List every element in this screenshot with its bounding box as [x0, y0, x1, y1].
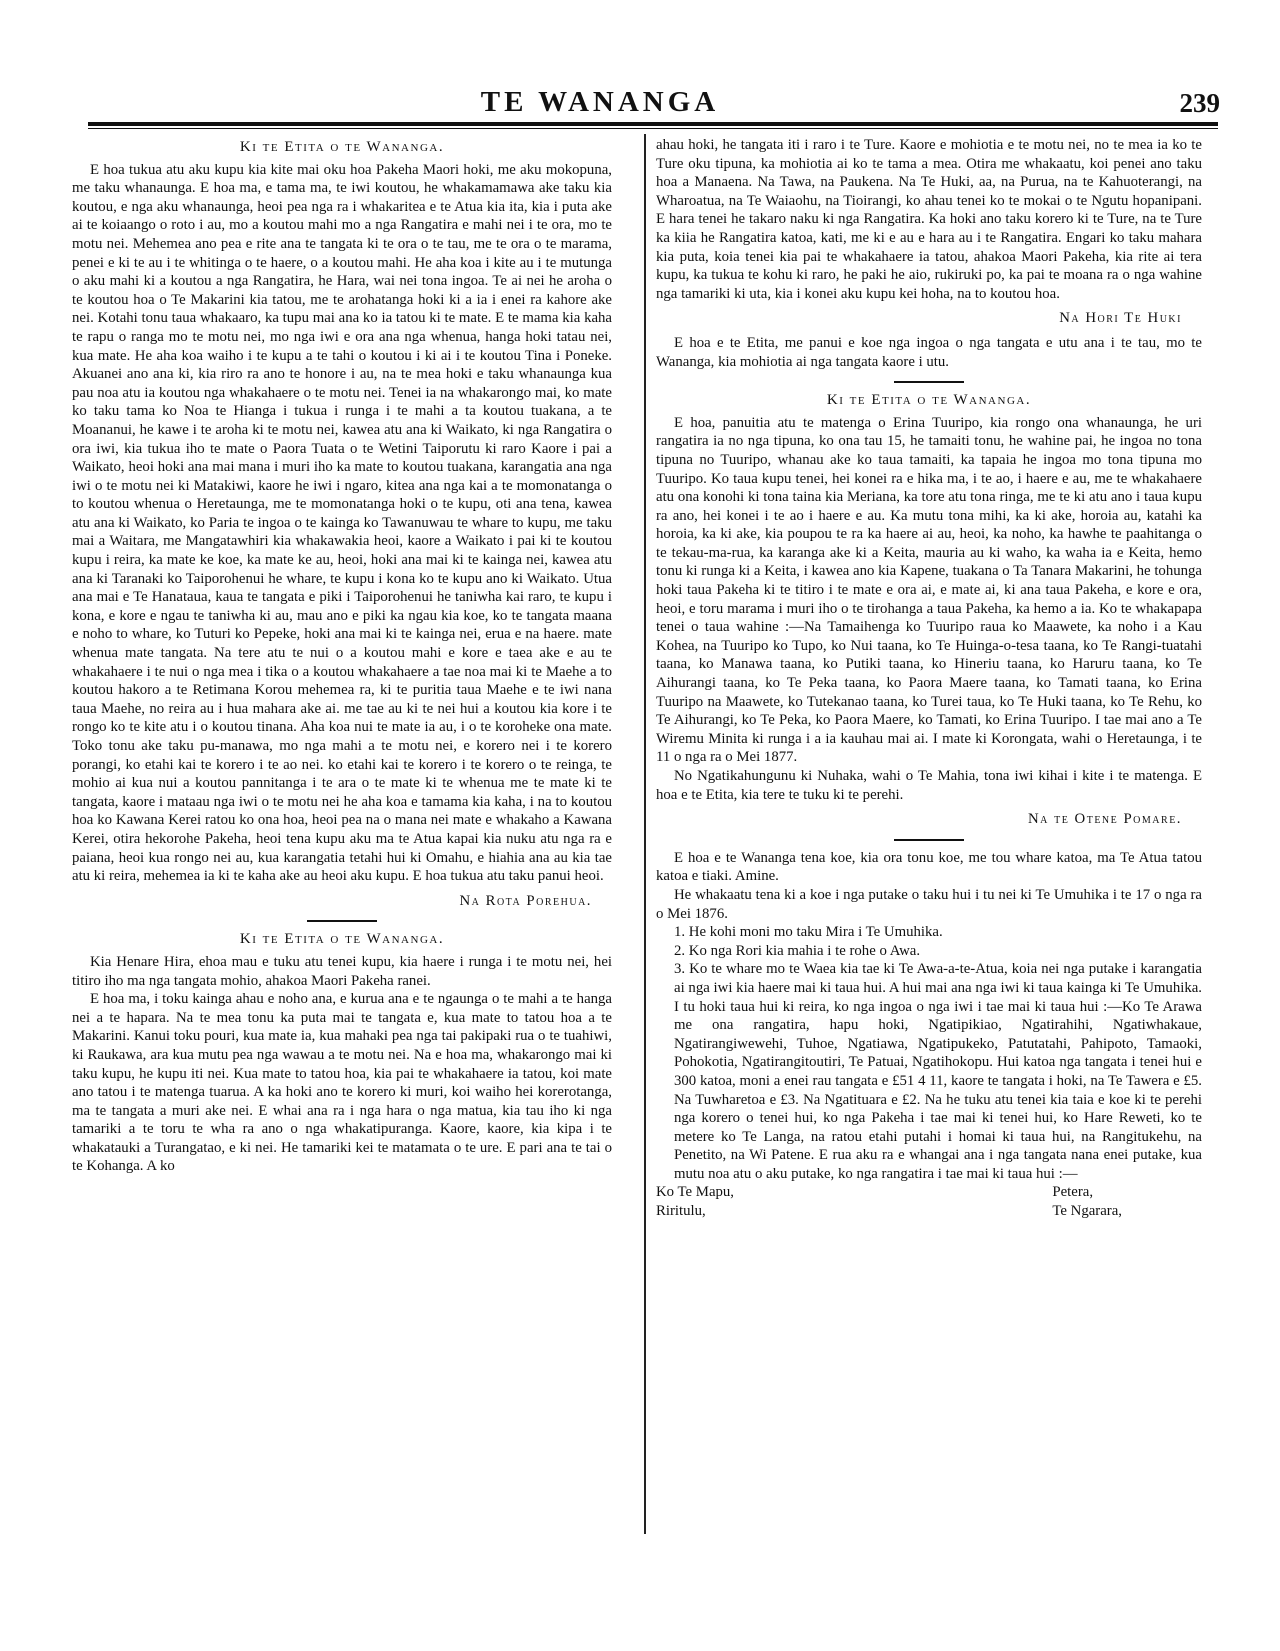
- section-divider: [894, 839, 964, 841]
- section-divider: [894, 381, 964, 383]
- letter-signature: Na Rota Porehua.: [459, 892, 592, 909]
- letter-paragraph: E hoa e te Wananga tena koe, kia ora tonu koe, me tou whare katoa, ma Te Atua tatou katoa e tiaki. Amine.: [656, 849, 1202, 885]
- agenda-list: [656, 923, 1202, 1183]
- masthead: TE WANANGA: [480, 86, 720, 118]
- letter-paragraph: He whakaatu tena ki a koe i nga putake o taku hui i tu nei ki Te Umuhika i te 17 o nga ra o Mei 1876.: [656, 886, 1202, 922]
- signatory-name: Riritulu,: [656, 1203, 706, 1220]
- page-number: 239: [1179, 88, 1220, 118]
- letter-heading: Ki te Etita o te Wananga.: [239, 931, 445, 948]
- letter-signature: Na Hori Te Huki: [1059, 310, 1182, 327]
- column-divider: [644, 134, 646, 1534]
- signatory-name: Ko Te Mapu,: [656, 1184, 735, 1201]
- list-item: 1. He kohi moni mo taku Mira i Te Umuhika.: [674, 924, 943, 941]
- letter-body: E hoa tukua atu aku kupu kia kite mai oku hoa Pakeha Maori hoki, me aku mokopuna, me taku whanaunga. E hoa ma, e tama ma, te iwi koutou, he whakamamawa ake taku kia koutou, e nga aku whanaunga, heoi pea nga ra i whakaritea e te Atua kia ita, kia i puta ake ai te koiaango o roto i au, mo a koutou mahi mo a nga Rangatira e mahi nei i te ora, mo te motu nei. Mehemea ano pea e rite ana te tangata ki te ora o te tau, me te ora o te marama, penei e ki te au i te whitinga o te haere, o a koutou mahi. He aha koa i kite au i te mutunga o aku mahi ki a koutou a nga Rangatira, he Hara, wai nei tona ingoa. Te ai nei he aroha o te koutou hoa o Te Makarini kia tatou, me te arohatanga hoki ki a ia i enei ra kahore ake nei. Kotahi tonu taua whakaaro, ka tupu mai ana ko ia tatou ki te mate. E te mama kia kaha te rapu o ranga mo te motu nei, mo nga iwi e ora ana nga whenua, hanga hoki tatau nei, kua mate. He aha koa waiho i te kupu a te tahi o koutou i ki ai i te koutou Tina i Poneke. Akuanei ano ana ki, kia riro ra ano te honore i au, na te mea hoki e taku whanaunga kua pau noa atu ia koutou nga whakahaere o te motu nei. Tenei ia na whakarongo mai, ko mate ko taku tama ko Noa te Hianga i tukua i runga i te mahi a ta koutou tuakana, a te Moananui, he kawe i te aroha ki te motu nei, kawea atu ana ki Waikato, ki nga Rangatira o ora iwi, kia tukua iho te mate o Paora Tuata o te Wetini Taiporutu ki raro Kaore i pai a Waikato, heoi hoki ana mai mana i muri iho ka mate to koutou tuakana, karangatia ana nga iwi o te motu nei ki Matakiwi, kaore he iwi i ngaro, kitea ana nga kai a te momonatanga o to koutou whenua o Heretaunga, me te momonatanga hoki o te kupu, oti ana tena, kawea atu ana ki Waikato, ko Paria te ingoa o te kainga ko Tawanuwau te whare to kupu, me taku mai a Waitara, me Mangatawhiri kia whakawakia heoi, kaore a Waikato i pai ki te koutou kupu i reira, ka mate ke koe, ka mate ke au, heoi, hoki ana mai ki te kainga nei, kawea atu ana ki Taranaki ko Taiporohenui he whare, te kupu i kona ko te kupu ano ki Waikato. Utua ana mai e Te Hanataua, kaua te tangata e piki i Taiporohenui he taniwha kai raro, te kupu i kona, e kore e ngau te taniwha ki au, mau ano e piki ka ngau kia koe, ko te tangata maana e noho to whare, ko Tuturi ko Pepeke, hoki ana mai ki te kainga nei, erua e na haere. mate whenua mate tangata. Na tere atu te nui o a koutou mahi e kore e taea ake e au te whakahaere i te nui o nga mea i tika o a koutou whakahaere a tae noa mai ki te Maehe a to koutou hakoro a te Retimana Korou mehemea ra, ki te puritia taua Maehe e te iwi nana taua Maehe, no reira au i hua mahara ake ai. me tae au ki te nei hui a koutou kia kore i te rongo ko te kite atu i o koutou tinana. Aha koa nui te mate ia au, i o te koroheke ona mate. Toko tonu ake taku pu-manawa, mo nga mahi a te motu nei, e korero nei i te korero porangi, ko etahi kai te korero i te ao nei. ko etahi kai te korero i te korero o te reinga, te mohio ai kua nui a koutou pannitanga i te ara o te mate ki te whenua me te mate ki te tangata, kaore i mataau nga iwi o te motu nei he aha koa e tamama kia kaha, i na to koutou hoa ko Kawana Kerei ratou ko ona hoa, heoi pea na o mana nei mate e whakaho a Kawana Kerei, otira hekorohe Pakeha, heoi tena kupu aku ma te Atua kapai kia nuku atu nga ra e paiana, heoi kua rongo nei au, kua karangatia tetahi hui ki Omahu, e hiahia ana au kia tae atu ki reira, mehemea ia ki te kaha ake au heoi aku kupu. E hoa tukua atu taku panui heoi.: [72, 161, 612, 885]
- letter-heading: Ki te Etita o te Wananga.: [239, 139, 445, 155]
- letter-paragraph: E hoa, panuitia atu te matenga o Erina Tuuripo, kia rongo ona whanaunga, he uri rangatira ia no nga tipuna, ko ona tau 15, he tamaiti tonu, he wahine pai, he ingoa no tona tipuna no Tuuripo, whanau ake ko taua tamaiti, ka tapaia he ingoa mo tona tipuna mo Tuuripo. Ko taua kupu tenei, hei konei ra e hika ma, i te ao, i haere e au, me te whakahaere atu ona konohi ki tona taina kia Meriana, ka tore atu tona ringa, me te ki atu ano i taua kupu ra ano, hei konei i te ao i haere e au. Ka mutu tona mihi, ka ki ake, horoia au, katahi ka horoia, ka ki ake, kia poupou te ra ka haere ai au, heoi, ka noho, ka hawhe te paahitanga o te tekau-ma-rua, ka karanga ake ki a Keita, mauria au ki waho, ka waha ia e Keita, hemo tonu ki runga ki a Keita, i kawea ano kia Kapene, tuakana o Ta Tanara Makarini, he tohunga hoki taua Pakeha ki te titiro i te mate e ora ai, e mate ai, ki ana taua Pakeha, e kore e ora, heoi, e toru marama i muri iho o te tirohanga a taua Pakeha, ka hemo a ia. Ko te whakapapa tenei o taua wahine :—Na Tamaihenga ko Tuuripo raua ko Maawete, ka noho i a Kau Kohea, na Tuuripo ko Tupo, ko Nui taana, ko Te Huinga-o-tesa taana, ko Te Rangi-tuatahi taana, ko Manawa taana, ko Putiki taana, ko Hineriu taana, ko Haruru taana, ko Te Aihurangi taana, ko Te Peka taana, ko Paora Maere taana, ko Tamati taana, ko Erina Tuuripo na Maawete, ko Tutekanao taana, ko Turei taua, ko Te Huki taana, ko Te Rehu, ko Te Aihurangi, ko Te Peka, ko Paora Maere, ko Tamati, ko Erina Tuuripo. I tae mai ano a Te Wiremu Minita ki runga i a ia kauhau mai ai. I mate ki Korongata, wahi o Heretaunga, i te 11 o nga ra o Mei 1877.: [656, 414, 1202, 766]
- list-item: 3. Ko te whare mo te Waea kia tae ki Te Awa-a-te-Atua, koia nei nga putake i karangatia ai nga iwi kia haere mai ki taua hui. A hui mai ana nga iwi ki taua kainga ki Te Umuhika. I tu hoki taua hui ki reira, ko nga ingoa o nga iwi i tae mai ki taua hui :—Ko Te Arawa me ona rangatira, hapu hoki, Ngatipikiao, Ngatirahihi, Ngatiwhakaue, Ngatirangiwewehi, Tuhoe, Ngatiawa, Ngatipukeko, Patutatahi, Pahipoto, Tamaoki, Pohokotia, Ngatirangitoutiri, Te Patuai, Ngatihokopu. Hui katoa nga tangata i tenei hui e 300 katoa, moni a enei rau tangata e £51 4 11, kaore te tangata i hoki, na Te Tawera e £5. Na Tuwharetoa e £3. Na Ngatituara e £2. Na he tuku atu tenei kia taia e koe ki te perehi nga korero o tenei hui, ko nga Pakeha i tae mai ki tenei hui, ko Hare Reweti, ko te metere ko Te Langa, na ratou etahi putahi i homai ki taua hui, na Rangitukehu, na Penetito, na Wi Patene. E rua aku ra e whangai ana i nga tangata nana enei putake, kua mutu noa atu o aku putake, ko nga rangatira i tae mai ki taua hui :—: [674, 961, 1202, 1182]
- editor-note: E hoa e te Etita, me panui e koe nga ingoa o nga tangata e utu ana i te tau, mo te Wananga, kia mohiotia ai nga tangata kaore i utu.: [656, 334, 1202, 370]
- header-rule: [88, 122, 1218, 126]
- signatories: [656, 1183, 1202, 1220]
- section-divider: [307, 920, 377, 922]
- letter-paragraph: No Ngatikahungunu ki Nuhaka, wahi o Te Mahia, tona iwi kihai i kite i te matenga. E hoa e te Etita, kia tere te tuku ki te perehi.: [656, 768, 1202, 803]
- right-column: [656, 136, 1202, 1221]
- letter-paragraph: Kia Henare Hira, ehoa mau e tuku atu tenei kupu, kia haere i runga i te motu nei, hei titiro iho ma nga tangata mohio, ahakoa Maori Pakeha ranei.: [72, 953, 612, 989]
- letter-paragraph: E hoa ma, i toku kainga ahau e noho ana, e kurua ana e te ngaunga o te mahi a te hanga nei a te hapara. Na te mea tonu ka puta mai te tangata e, kua mate to tatou hoa a te Makarini. Kanui toku pouri, kua mate ia, kua mahaki pea nga tai pakipaki rua o te tuahiwi, ki Raukawa, ara kua mutu pea nga wawau a te motu nei. Na e hoa ma, whakarongo mai ki taku kupu, he kupu iti nei. Kua mate to tatou hoa, kia pai te whakahaere ia tatou, koi mate ano tatou i te matenga tuarua. A ka hoki ano te korero ki muri, koi waiho hei korerotanga, ma te tangata a muri ake nei. E whai ana ra i nga hara o nga matua, kia tau iho ki nga tamariki a te toru te wha ra ano o nga whakatipuranga. Kaore, kaore, kia kipa i te whakatauki a Turangatao, e ki nei. He tamariki kei te matamata o te ure. E pari ana te tai o te Kohanga. A ko: [72, 991, 612, 1175]
- list-item: 2. Ko nga Rori kia mahia i te rohe o Awa.: [674, 942, 921, 959]
- letter-heading: Ki te Etita o te Wananga.: [826, 392, 1032, 409]
- letter-continuation: ahau hoki, he tangata iti i raro i te Ture. Kaore e mohiotia e te motu nei, no te mea ia ko te Ture oku tipuna, ka mohiotia ai ko te tama a mea. Otira me whakaatu, koi penei ano taku hoa a Manaena. Na Tawa, na Paukena. Na Te Huki, aa, na Purua, na te Kahuoterangi, na Wharoatua, na Te Waiaohu, na Tioirangi, ko ahau tenei ko te mokai o te Ngutu hopanipani. E hara tenei he takaro naku ki nga Rangatira. Ka hoki ano taku korero ki te Ture, na te Ture ka kiia he Rangatira katoa, kati, me ki e au e hara au i te Rangatira. Engari ko taku mahara kia puta, koia tenei kia pai te whakahaere ia tatou, ahakoa Maori Pakeha, kia rite ai tera kupu, ka tukua te kohu ki raro, he paki he aio, rukiruki po, ka pai te moana ra o nga wahine nga tamariki ki uta, kia i konei aku kupu kei hoha, na to koutou hoa.: [656, 137, 1202, 302]
- signatory-name: Te Ngarara,: [1052, 1203, 1122, 1220]
- header-rule-thin: [88, 128, 1218, 129]
- signatory-name: Petera,: [1052, 1184, 1094, 1201]
- left-column: [72, 136, 612, 1176]
- letter-signature: Na te Otene Pomare.: [1028, 811, 1182, 828]
